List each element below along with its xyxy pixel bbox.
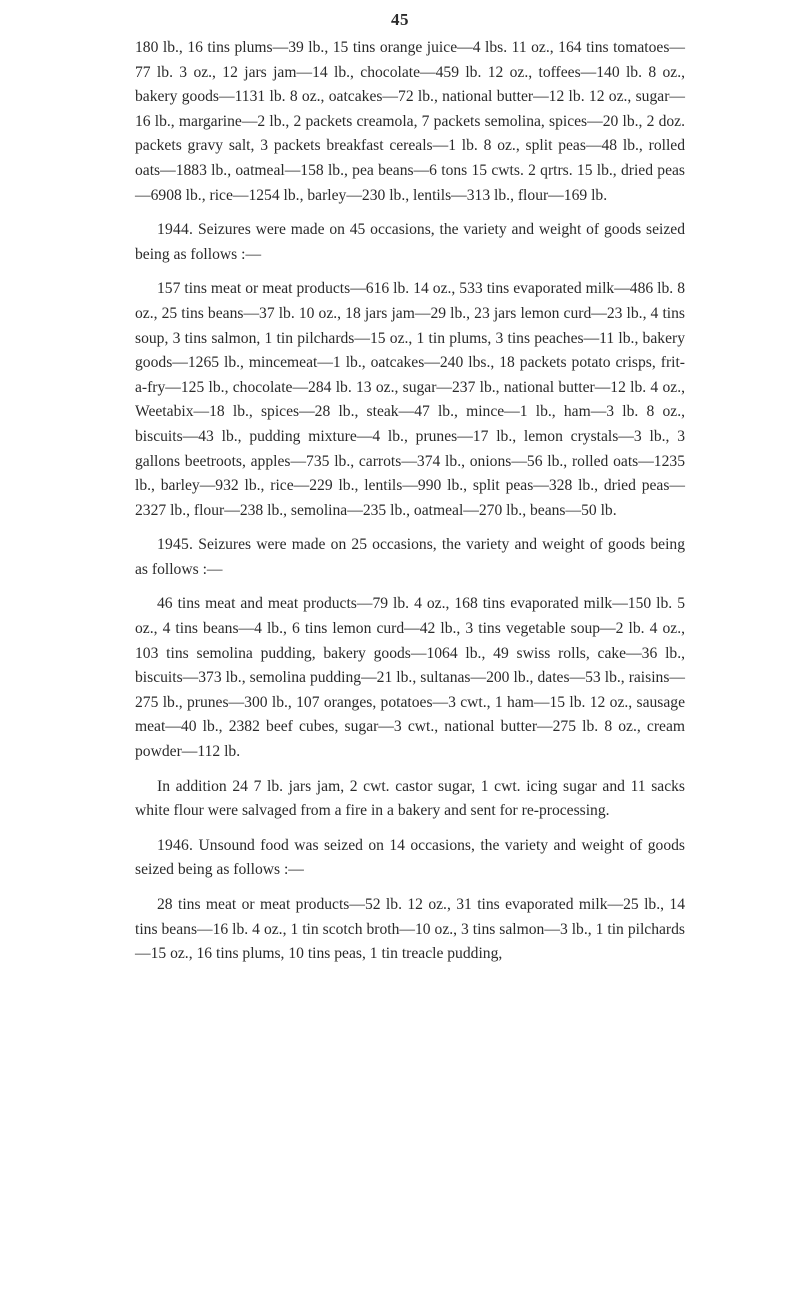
year-heading: 1945. (157, 536, 194, 554)
year-heading: 1944. (157, 221, 194, 239)
paragraph-1944-goods-list (135, 277, 685, 523)
paragraph-1944-intro (135, 218, 685, 267)
page-number: 45 (391, 10, 409, 29)
paragraph-1945-salvage-note (135, 775, 685, 824)
paragraph-1945-goods-list (135, 592, 685, 764)
paragraph-1946-goods-list (135, 893, 685, 967)
paragraph-1945-goods-list-continued (135, 36, 685, 208)
paragraph-text: 180 lb., 16 tins plums—39 lb., 15 tins orange juice—4 lbs. 11 oz., 164 tins tomatoes—77 lb. 3 oz., 12 jars jam—14 lb., chocolate—459 lb. 12 oz., toffees—140 lb. 8 oz., bakery goods—1131 lb. 8 oz., oatcakes—72 lb., national butter—12 lb. 12 oz., sugar—16 lb., margarine—2 lb., 2 packets creamola, 7 packets semolina, spices—20 lb., 2 doz. packets gravy salt, 3 packets breakfast cereals—1 lb. 8 oz., split peas—48 lb., rolled oats—1883 lb., oatmeal—158 lb., pea beans—6 tons 15 cwts. 2 qrtrs. 15 lb., dried peas—6908 lb., rice—1254 lb., barley—230 lb., lentils—313 lb., flour—169 lb. (135, 39, 685, 204)
paragraph-text: Unsound food was seized on 14 occasions, the variety and weight of goods seized being as follows :— (135, 836, 685, 879)
paragraph-text: In addition 24 7 lb. jars jam, 2 cwt. castor sugar, 1 cwt. icing sugar and 11 sacks white flour were salvaged from a fire in a bakery and sent for re-processing. (135, 777, 685, 820)
paragraph-1946-intro (135, 834, 685, 883)
paragraph-text: 157 tins meat or meat products—616 lb. 14 oz., 533 tins evaporated milk—486 lb. 8 oz., 25 tins beans—37 lb. 10 oz., 18 jars jam—29 lb., 23 jars lemon curd—23 lb., 4 tins soup, 3 tins salmon, 1 tin pilchards—15 oz., 1 tin plums, 3 tins peaches—11 lb., bakery goods—1265 lb., mincemeat—1 lb., oatcakes—240 lbs., 18 packets potato crisps, frit-a-fry—125 lb., chocolate—284 lb. 13 oz., sugar—237 lb., national butter—12 lb. 4 oz., Weetabix—18 lb., spices—28 lb., steak—47 lb., mince—1 lb., ham—3 lb. 8 oz., biscuits—43 lb., pudding mixture—4 lb., prunes—17 lb., lemon crystals—3 lb., 3 gallons beetroots, apples—735 lb., carrots—374 lb., onions—56 lb., rolled oats—1235 lb., barley—932 lb., rice—229 lb., lentils—990 lb., split peas—328 lb., dried peas—2327 lb., flour—238 lb., semolina—235 lb., oatmeal—270 lb., beans—50 lb. (135, 280, 685, 519)
year-heading: 1946. (157, 836, 194, 854)
paragraph-text: Seizures were made on 45 occasions, the variety and weight of goods seized being as follows :— (135, 221, 685, 263)
paragraph-text: Seizures were made on 25 occasions, the variety and weight of goods being as follows :— (135, 536, 685, 578)
paragraph-text: 46 tins meat and meat products—79 lb. 4 oz., 168 tins evaporated milk—150 lb. 5 oz., 4 tins beans—4 lb., 6 tins lemon curd—42 lb., 3 tins vegetable soup—2 lb. 4 oz., 103 tins semolina pudding, bakery goods—1064 lb., 49 swiss rolls, cake—36 lb., biscuits—373 lb., semolina pudding—21 lb., sultanas—200 lb., dates—53 lb., raisins—275 lb., prunes—300 lb., 107 oranges, potatoes—3 cwt., 1 ham—15 lb. 12 oz., sausage meat—40 lb., 2382 beef cubes, sugar—3 cwt., national butter—275 lb. 8 oz., cream powder—112 lb. (135, 595, 685, 761)
paragraph-1945-intro (135, 533, 685, 582)
page-body (135, 36, 685, 977)
paragraph-text: 28 tins meat or meat products—52 lb. 12 oz., 31 tins evaporated milk—25 lb., 14 tins beans—16 lb. 4 oz., 1 tin scotch broth—10 oz., 3 tins salmon—3 lb., 1 tin pilchards—15 oz., 16 tins plums, 10 tins peas, 1 tin treacle pudding, (135, 896, 685, 963)
